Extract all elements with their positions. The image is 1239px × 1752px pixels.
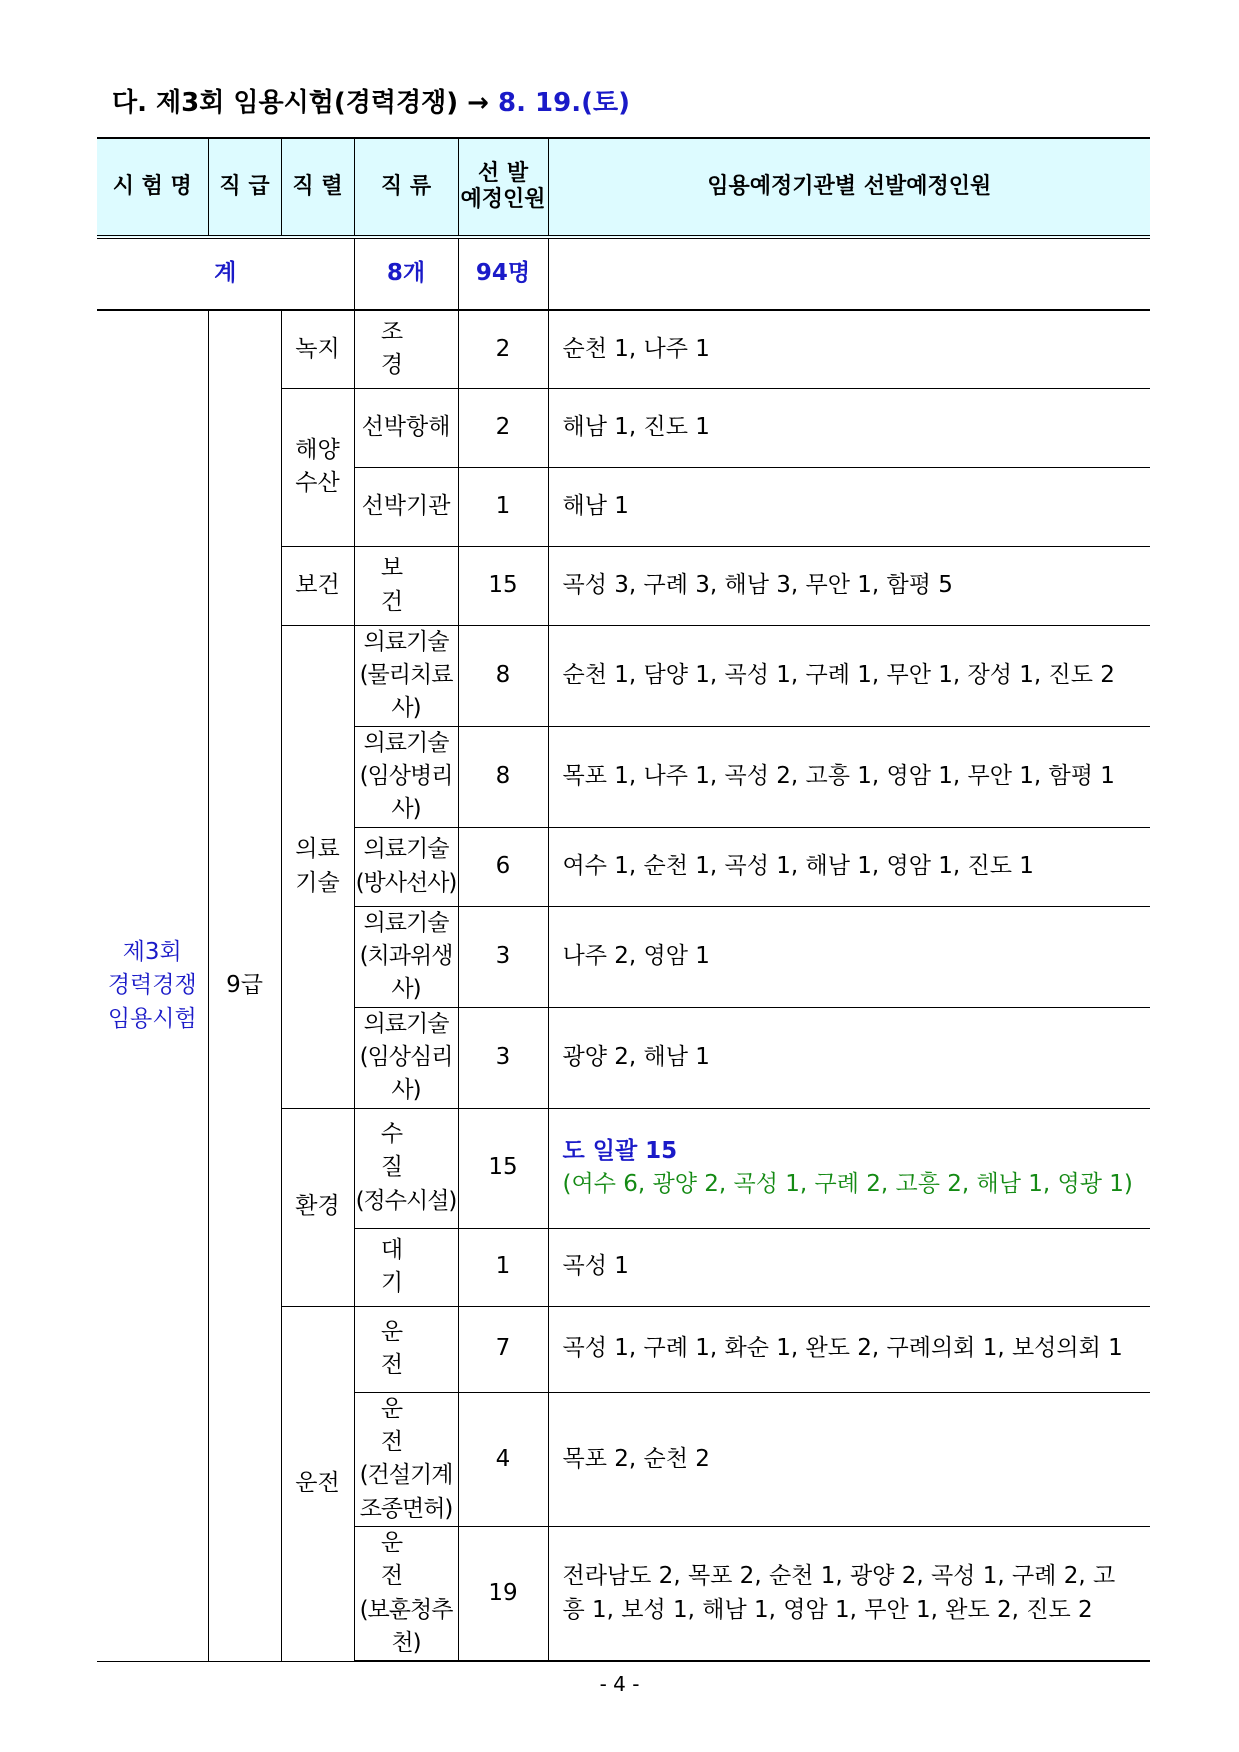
series-cell bbox=[281, 310, 354, 388]
class-line: 의료기술 bbox=[363, 1010, 449, 1037]
class-line: (건설기계 bbox=[359, 1462, 453, 1489]
class-line: 보 건 bbox=[380, 555, 432, 615]
class-line: (방사선사) bbox=[355, 869, 457, 896]
series-line: 해양 bbox=[295, 436, 340, 463]
class-line: (임상병리사) bbox=[359, 762, 453, 823]
alloc-main: 도 일괄 15 bbox=[562, 1137, 678, 1164]
exam-name-line: 제3회 bbox=[122, 938, 182, 965]
header-grade: 직 급 bbox=[208, 138, 281, 237]
alloc-cell: 나주 2, 영암 1 bbox=[548, 906, 1150, 1007]
class-line: 선박기관 bbox=[361, 492, 451, 519]
class-line: (정수시설) bbox=[355, 1187, 457, 1214]
class-line: 의료기술 bbox=[363, 836, 449, 863]
class-cell bbox=[354, 1527, 458, 1662]
class-line: 수 질 bbox=[380, 1121, 432, 1181]
alloc-cell: 목포 1, 나주 1, 곡성 2, 고흥 1, 영암 1, 무안 1, 함평 1 bbox=[548, 726, 1150, 827]
page-number: - 4 - bbox=[599, 1672, 640, 1696]
class-line: 의료기술 bbox=[363, 628, 449, 655]
heading-date: 8. 19.(토) bbox=[498, 88, 630, 118]
class-cell bbox=[354, 1306, 458, 1392]
exam-name-line: 경력경쟁 bbox=[107, 972, 197, 999]
alloc-cell: 곡성 1 bbox=[548, 1228, 1150, 1306]
class-cell bbox=[354, 1228, 458, 1306]
series-line: 수산 bbox=[295, 470, 340, 496]
count-cell: 15 bbox=[458, 546, 548, 625]
alloc-sub: (여수 6, 광양 2, 곡성 1, 구례 2, 고흥 2, 해남 1, 영광 1) bbox=[562, 1171, 1133, 1198]
class-line: 조종면허) bbox=[359, 1495, 453, 1522]
alloc-cell: 전라남도 2, 목포 2, 순천 1, 광양 2, 곡성 1, 구례 2, 고흥 1, 보성 1, 해남 1, 영암 1, 무안 1, 완도 2, 진도 2 bbox=[548, 1527, 1150, 1662]
class-cell bbox=[354, 546, 458, 625]
class-cell bbox=[354, 310, 458, 388]
count-cell: 15 bbox=[458, 1108, 548, 1228]
alloc-cell: 목포 2, 순천 2 bbox=[548, 1392, 1150, 1526]
header-count-bottom: 예정인원 bbox=[460, 187, 546, 212]
alloc-cell: 곡성 1, 구례 1, 화순 1, 완도 2, 구례의회 1, 보성의회 1 bbox=[548, 1306, 1150, 1392]
class-line: (보훈청추천) bbox=[359, 1596, 453, 1657]
total-count: 94명 bbox=[458, 237, 548, 310]
alloc-cell: 곡성 3, 구례 3, 해남 3, 무안 1, 함평 5 bbox=[548, 546, 1150, 625]
header-count-top: 선 발 bbox=[477, 160, 529, 186]
count-cell: 8 bbox=[458, 625, 548, 726]
arrow-icon: → bbox=[467, 88, 489, 118]
series-line: 녹지 bbox=[295, 335, 340, 362]
series-cell bbox=[281, 1306, 354, 1661]
class-cell bbox=[354, 1108, 458, 1228]
count-cell: 19 bbox=[458, 1527, 548, 1662]
class-cell bbox=[354, 906, 458, 1007]
class-line: 선박항해 bbox=[361, 413, 451, 440]
series-cell bbox=[281, 546, 354, 625]
total-row bbox=[97, 237, 1150, 310]
alloc-cell: 해남 1 bbox=[548, 467, 1150, 546]
class-line: 대 기 bbox=[380, 1236, 432, 1297]
count-cell: 3 bbox=[458, 906, 548, 1007]
series-cell bbox=[281, 388, 354, 546]
class-line: 의료기술 bbox=[363, 729, 449, 756]
count-cell: 6 bbox=[458, 827, 548, 906]
table-row bbox=[97, 310, 1150, 388]
header-count bbox=[458, 138, 548, 237]
total-label: 계 bbox=[97, 237, 354, 310]
header-exam: 시 험 명 bbox=[97, 138, 208, 237]
class-line: 운 전 bbox=[380, 1395, 432, 1455]
series-line: 기술 bbox=[295, 869, 340, 896]
class-line: 운 전 bbox=[380, 1530, 432, 1590]
grade-cell: 9급 bbox=[208, 310, 281, 1661]
count-cell: 8 bbox=[458, 726, 548, 827]
class-line: 운 전 bbox=[380, 1318, 432, 1379]
alloc-cell: 순천 1, 담양 1, 곡성 1, 구례 1, 무안 1, 장성 1, 진도 2 bbox=[548, 625, 1150, 726]
exam-name-cell bbox=[97, 310, 208, 1661]
series-line: 환경 bbox=[295, 1193, 340, 1220]
header-class: 직 류 bbox=[354, 138, 458, 237]
header-row bbox=[97, 138, 1150, 237]
series-cell bbox=[281, 1108, 354, 1306]
exam-name-line: 임용시험 bbox=[107, 1005, 197, 1032]
alloc-cell: 해남 1, 진도 1 bbox=[548, 388, 1150, 467]
alloc-cell: 여수 1, 순천 1, 곡성 1, 해남 1, 영암 1, 진도 1 bbox=[548, 827, 1150, 906]
count-cell: 2 bbox=[458, 388, 548, 467]
count-cell: 1 bbox=[458, 467, 548, 546]
recruitment-table bbox=[97, 137, 1150, 1662]
class-cell bbox=[354, 726, 458, 827]
header-alloc: 임용예정기관별 선발예정인원 bbox=[548, 138, 1150, 237]
class-line: (물리치료사) bbox=[359, 661, 453, 722]
class-cell bbox=[354, 827, 458, 906]
count-cell: 4 bbox=[458, 1392, 548, 1526]
count-cell: 1 bbox=[458, 1228, 548, 1306]
class-cell bbox=[354, 1007, 458, 1108]
class-cell bbox=[354, 388, 458, 467]
series-cell bbox=[281, 625, 354, 1108]
alloc-cell bbox=[548, 1108, 1150, 1228]
series-line: 보건 bbox=[295, 571, 340, 598]
count-cell: 2 bbox=[458, 310, 548, 388]
heading-text: 다. 제3회 임용시험(경력경쟁) bbox=[112, 88, 468, 118]
class-line: 의료기술 bbox=[363, 909, 449, 936]
class-line: (임상심리사) bbox=[359, 1043, 453, 1104]
class-line: 조 경 bbox=[380, 318, 432, 379]
section-heading bbox=[112, 82, 630, 119]
total-classes: 8개 bbox=[354, 237, 458, 310]
class-line: (치과위생사) bbox=[359, 942, 453, 1003]
class-cell bbox=[354, 625, 458, 726]
total-alloc bbox=[548, 237, 1150, 310]
alloc-cell: 광양 2, 해남 1 bbox=[548, 1007, 1150, 1108]
alloc-cell: 순천 1, 나주 1 bbox=[548, 310, 1150, 388]
series-line: 의료 bbox=[295, 836, 340, 863]
series-line: 운전 bbox=[295, 1470, 340, 1497]
count-cell: 7 bbox=[458, 1306, 548, 1392]
class-cell bbox=[354, 1392, 458, 1526]
count-cell: 3 bbox=[458, 1007, 548, 1108]
header-series: 직 렬 bbox=[281, 138, 354, 237]
class-cell bbox=[354, 467, 458, 546]
